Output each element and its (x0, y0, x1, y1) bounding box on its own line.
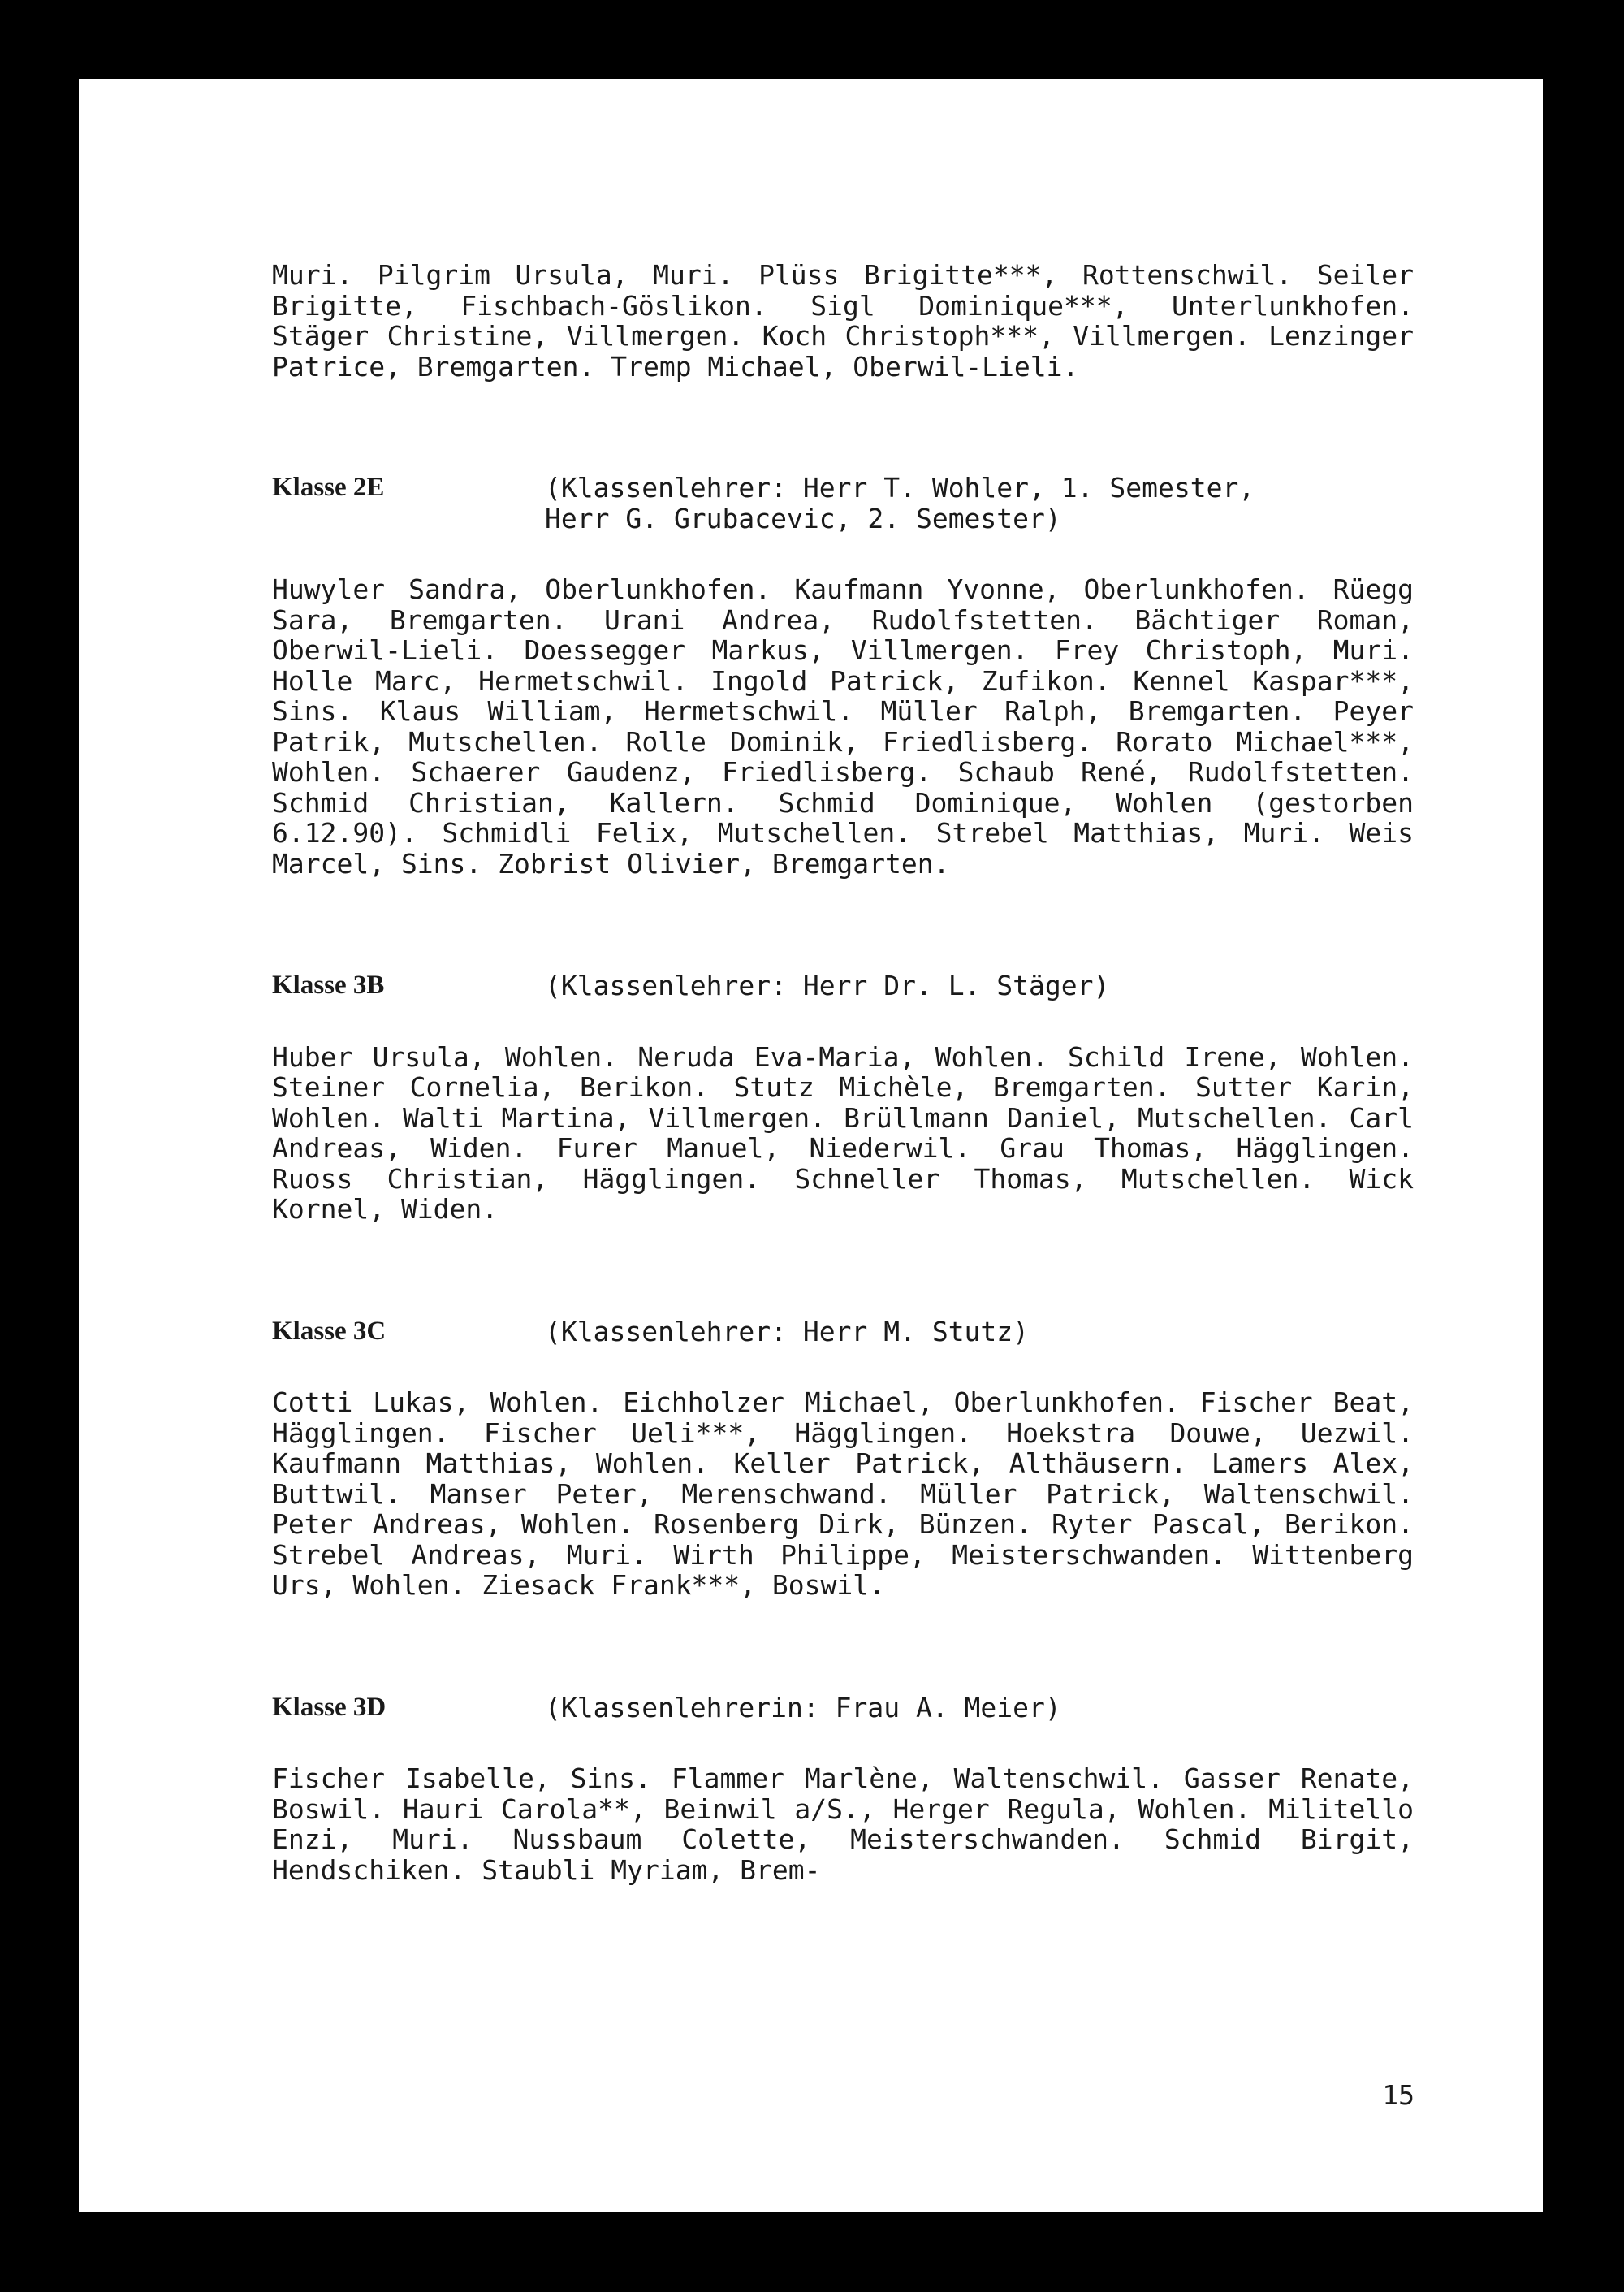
section-title: Klasse 3C (272, 1316, 387, 1346)
section-klasse-3c (272, 1317, 1414, 1601)
section-title: Klasse 3B (272, 971, 385, 1000)
document-page (79, 79, 1543, 2212)
section-students: Huwyler Sandra, Oberlunkhofen. Kaufmann Yvonne, Oberlunkhofen. Rüegg Sara, Bremgarten. Urani Andrea, Rudolfstetten. Bächtiger Roman, Oberwil-Lieli. Doessegger Markus, Villmergen. Frey Christoph, Muri. Holle Marc, Hermetschwil. Ingold Patrick, Zufikon. Kennel Kaspar***, Sins. Klaus William, Hermetschwil. Müller Ralph, Bremgarten. Peyer Patrik, Mutschellen. Rolle Dominik, Friedlisberg. Rorato Michael***, Wohlen. Schaerer Gaudenz, Friedlisberg. Schaub René, Rudolfstetten. Schmid Christian, Kallern. Schmid Dominique, Wohlen (gestorben 6.12.90). Schmidli Felix, Mutschellen. Strebel Matthias, Muri. Weis Marcel, Sins. Zobrist Olivier, Bremgarten. (272, 573, 1414, 880)
section-teacher: (Klassenlehrerin: Frau A. Meier) (545, 1691, 1061, 1723)
section-teacher: (Klassenlehrer: Herr T. Wohler, 1. Semester, Herr G. Grubacevic, 2. Semester) (545, 472, 1255, 534)
page-content (272, 260, 1414, 1885)
section-klasse-3d (272, 1693, 1414, 1886)
section-teacher: (Klassenlehrer: Herr M. Stutz) (545, 1315, 1030, 1347)
section-students: Cotti Lukas, Wohlen. Eichholzer Michael, Oberlunkhofen. Fischer Beat, Hägglingen. Fischer Ueli***, Hägglingen. Hoekstra Douwe, Uezwil. Kaufmann Matthias, Wohlen. Keller Patrick, Althäusern. Lamers Alex, Buttwil. Manser Peter, Merenschwand. Müller Patrick, Waltenschwil. Peter Andreas, Wohlen. Rosenberg Dirk, Bünzen. Ryter Pascal, Berikon. Strebel Andreas, Muri. Wirth Philippe, Meisterschwanden. Wittenberg Urs, Wohlen. Ziesack Frank***, Boswil. (272, 1386, 1414, 1601)
intro-paragraph: Muri. Pilgrim Ursula, Muri. Plüss Brigitte***, Rottenschwil. Seiler Brigitte, Fischbach-Göslikon. Sigl Dominique***, Unterlunkhofen. Stäger Christine, Villmergen. Koch Christoph***, Villmergen. Lenzinger Patrice, Bremgarten. Tremp Michael, Oberwil-Lieli. (272, 259, 1414, 383)
section-students: Fischer Isabelle, Sins. Flammer Marlène, Waltenschwil. Gasser Renate, Boswil. Hauri Carola**, Beinwil a/S., Herger Regula, Wohlen. Militello Enzi, Muri. Nussbaum Colette, Meisterschwanden. Schmid Birgit, Hendschiken. Staubli Myriam, Brem- (272, 1762, 1414, 1886)
page-number: 15 (1382, 2079, 1415, 2111)
section-title: Klasse 3D (272, 1692, 387, 1722)
section-students: Huber Ursula, Wohlen. Neruda Eva-Maria, Wohlen. Schild Irene, Wohlen. Steiner Cornelia, Berikon. Stutz Michèle, Bremgarten. Sutter Karin, Wohlen. Walti Martina, Villmergen. Brüllmann Daniel, Mutschellen. Carl Andreas, Widen. Furer Manuel, Niederwil. Grau Thomas, Hägglingen. Ruoss Christian, Hägglingen. Schneller Thomas, Mutschellen. Wick Kornel, Widen. (272, 1040, 1414, 1225)
section-teacher: (Klassenlehrer: Herr Dr. L. Stäger) (545, 970, 1110, 1001)
section-klasse-2e (272, 473, 1414, 879)
section-title: Klasse 2E (272, 473, 385, 502)
section-klasse-3b (272, 971, 1414, 1225)
